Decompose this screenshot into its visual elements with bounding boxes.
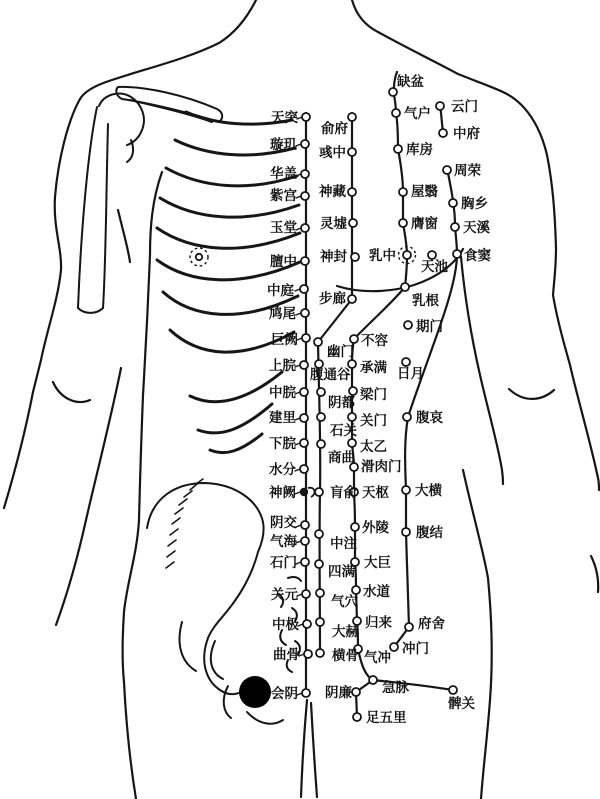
acupoint-label: 髀关 <box>448 696 475 712</box>
acupoint-marker-spleen-1 <box>449 199 457 207</box>
neck-right-line <box>352 0 505 93</box>
pelvis-arc-1 <box>224 686 231 718</box>
acupoint-label: 建里 <box>269 410 296 426</box>
acupoint-label: 石关 <box>330 423 357 439</box>
acupoint-marker-kidney-1 <box>348 148 356 156</box>
pelvis-arc-4 <box>247 712 283 724</box>
acupoint-marker-stomach-16 <box>352 586 360 594</box>
acupoint-marker-ren-mai-17 <box>301 558 309 566</box>
left-torso-edge <box>123 172 163 799</box>
acupoint-marker-stomach-11 <box>348 439 356 447</box>
acupoint-marker-liver-gb-4 <box>353 713 361 721</box>
acupoint-label: 中注 <box>330 536 357 552</box>
acupoint-label: 水道 <box>363 584 390 600</box>
acupoint-label: 紫宫 <box>270 188 297 204</box>
left-forearm-inner <box>56 368 121 625</box>
acupoint-marker-kidney-2 <box>348 188 356 196</box>
neck-left-line <box>219 0 256 43</box>
acupoint-marker-ren-mai-12 <box>300 439 308 447</box>
acupoint-label: 滑肉门 <box>361 459 402 475</box>
meridian-line-spleen <box>394 167 457 647</box>
acupoint-label: 天枢 <box>362 485 389 501</box>
acupoint-marker-kidney-12 <box>315 530 323 538</box>
acupoint-label: 乳中 <box>369 248 396 264</box>
acupoint-label: 商曲 <box>328 450 355 466</box>
humerus-left-edge <box>78 107 97 308</box>
acupoint-marker-kidney-0 <box>348 113 356 121</box>
acupoint-label: 急脉 <box>382 680 409 696</box>
acupoint-marker-kidney-16 <box>316 649 324 657</box>
acupoint-label: 缺盆 <box>397 74 424 90</box>
acupoint-marker-stomach-9 <box>349 387 357 395</box>
acupoint-label: 气海 <box>270 534 297 550</box>
acupoint-label: 阴廉 <box>325 685 352 701</box>
humerus-foot <box>78 308 103 313</box>
acupoint-marker-stomach-0 <box>389 88 397 96</box>
right-arm-outer <box>505 93 599 490</box>
left-armpit-muscle <box>118 210 130 262</box>
acupoint-label: 膻中 <box>270 254 297 270</box>
acupoint-marker-ren-mai-10 <box>300 388 308 396</box>
acupoint-marker-ren-mai-7 <box>301 309 309 317</box>
acupoint-label: 华盖 <box>270 166 297 182</box>
acupoint-marker-kidney-15 <box>316 618 324 626</box>
acupoint-label: 腹通谷 <box>310 367 351 383</box>
acupoint-label: 外陵 <box>362 520 389 536</box>
acupoint-marker-stomach-14 <box>351 523 359 531</box>
acupoint-marker-kidney-6 <box>314 338 322 346</box>
acupoint-label: 神封 <box>320 249 347 265</box>
acupoint-label: 气户 <box>404 106 431 122</box>
acupoint-label: 水分 <box>269 462 296 478</box>
iliac-crest <box>147 483 264 552</box>
acupoint-label: 归来 <box>365 615 392 631</box>
acupoint-label: 步廊 <box>319 291 346 307</box>
acupoint-marker-lung-1 <box>439 129 447 137</box>
femur-head <box>239 676 271 708</box>
acupoint-marker-stomach-3 <box>399 188 407 196</box>
pelvis-inner <box>208 552 258 638</box>
acupoint-marker-stomach-6 <box>401 283 409 291</box>
acupoint-marker-liver-gb-2 <box>369 676 377 684</box>
acupoint-label: 太乙 <box>360 439 387 455</box>
acupoint-marker-ren-mai-3 <box>301 192 309 200</box>
acupoint-label: 屋翳 <box>411 184 438 200</box>
acupoint-marker-stomach-1 <box>392 109 400 117</box>
acupoint-label: 彧中 <box>319 145 346 161</box>
acupoint-label: 胸乡 <box>461 196 488 212</box>
acupoint-marker-stomach-7 <box>350 335 358 343</box>
acupoint-marker-ren-mai-13 <box>300 465 308 473</box>
acupoint-marker-stomach-2 <box>394 145 402 153</box>
acupoint-label: 横骨 <box>332 648 359 664</box>
acupoint-marker-stomach-5 <box>403 251 411 259</box>
acupoint-label: 石门 <box>270 555 297 571</box>
acupoint-marker-kidney-11 <box>315 488 323 496</box>
acupoint-label: 大赫 <box>332 624 359 640</box>
acupoint-marker-kidney-14 <box>316 589 324 597</box>
acupoint-label: 会阴 <box>271 686 298 702</box>
pelvis-arc-3 <box>211 641 223 679</box>
acupoint-marker-spleen-6 <box>402 528 410 536</box>
acupoint-marker-ren-mai-16 <box>301 537 309 545</box>
acupoint-label: 周荣 <box>454 163 481 179</box>
humerus-right-edge <box>103 124 108 308</box>
acupoint-marker-liver-gb-0 <box>404 321 412 329</box>
navel-curl <box>308 488 315 497</box>
acupoint-label: 天池 <box>421 259 448 275</box>
acupoint-label: 关元 <box>271 587 298 603</box>
navel-marker <box>300 488 308 496</box>
acupoint-label: 期门 <box>416 319 443 335</box>
acupoint-label: 腹结 <box>416 525 443 541</box>
left-arm-outer <box>4 99 80 508</box>
acupoint-label: 阴交 <box>270 515 297 531</box>
acupoint-label: 中极 <box>272 617 299 633</box>
acupoint-marker-pericardium-0 <box>428 251 436 259</box>
acupoint-marker-stomach-19 <box>449 686 457 694</box>
body-outline <box>4 0 599 799</box>
acupoint-marker-ren-mai-0 <box>302 113 310 121</box>
acupoint-label: 足五里 <box>366 710 407 726</box>
acupoint-label: 璇玑 <box>270 137 297 153</box>
acupoint-marker-kidney-8 <box>317 388 325 396</box>
acupoint-marker-kidney-4 <box>351 253 359 261</box>
acupoint-marker-ren-mai-11 <box>300 414 308 422</box>
left-trapezius <box>80 43 219 99</box>
acupoint-label: 天突 <box>271 110 298 126</box>
acupoint-marker-ren-mai-8 <box>302 334 310 342</box>
acupoint-label: 巨阙 <box>271 332 298 348</box>
right-hip-leg-edge <box>463 470 492 799</box>
acupoint-marker-ren-mai-20 <box>304 650 312 658</box>
acupoint-label: 食窦 <box>464 248 491 264</box>
acupoint-label: 肓俞 <box>330 485 357 501</box>
acupoint-label: 中脘 <box>269 385 296 401</box>
acupoint-marker-ren-mai-18 <box>302 590 310 598</box>
humerus-head <box>99 94 144 145</box>
acupoint-label: 上脘 <box>269 358 296 374</box>
acupoint-marker-ren-mai-6 <box>300 285 308 293</box>
acupoint-marker-kidney-3 <box>349 219 357 227</box>
acupoint-label: 中府 <box>453 126 480 142</box>
acupoint-label: 四满 <box>328 564 355 580</box>
acupoint-label: 气穴 <box>331 594 358 610</box>
acupoint-label: 灵墟 <box>320 216 347 232</box>
acupoint-marker-spleen-5 <box>402 486 410 494</box>
acupoint-label: 气冲 <box>364 650 391 666</box>
right-elbow-crease <box>509 389 554 399</box>
inner-thigh-left <box>301 700 307 797</box>
acupoint-label: 日月 <box>397 366 424 382</box>
left-nipple-marker <box>190 248 208 266</box>
acupoint-label: 云门 <box>451 99 478 115</box>
acupoint-marker-ren-mai-21 <box>302 689 310 697</box>
acupoint-marker-spleen-2 <box>451 223 459 231</box>
right-hand-hint <box>591 556 598 592</box>
acupoint-marker-stomach-10 <box>348 413 356 421</box>
acupoint-label: 承满 <box>360 360 387 376</box>
acupoint-marker-ren-mai-19 <box>303 620 311 628</box>
acupoint-label: 膺窗 <box>411 216 438 232</box>
acupoint-label: 关门 <box>360 413 387 429</box>
acupoint-marker-liver-gb-1 <box>402 358 410 366</box>
acupoint-label: 冲门 <box>402 641 429 657</box>
acupoint-label: 中庭 <box>267 283 294 299</box>
acupoint-marker-kidney-5 <box>348 295 356 303</box>
left-elbow-crease <box>53 382 90 402</box>
iliac-hatching <box>166 479 203 568</box>
acupoint-label: 曲骨 <box>273 647 300 663</box>
acupoint-marker-kidney-13 <box>315 560 323 568</box>
acupoint-marker-spleen-3 <box>453 250 461 258</box>
acupoint-marker-spleen-4 <box>403 413 411 421</box>
clavicle-bone <box>116 87 222 122</box>
acupoint-label: 俞府 <box>321 121 348 137</box>
acupoint-label: 大巨 <box>364 555 391 571</box>
inner-thigh-right <box>311 703 317 797</box>
acupoint-marker-ren-mai-1 <box>301 140 309 148</box>
acupoint-marker-kidney-10 <box>317 440 325 448</box>
acupoint-label: 玉堂 <box>270 220 297 236</box>
acupoint-label: 神阙 <box>269 485 296 501</box>
acupoint-label: 库房 <box>406 142 433 158</box>
pubic-curl-1 <box>288 577 301 581</box>
acupoint-labels <box>267 73 491 726</box>
acupoint-label: 幽门 <box>327 344 354 360</box>
acupoint-label: 大横 <box>415 483 442 499</box>
acupoint-label: 阴都 <box>328 395 355 411</box>
acupoint-marker-stomach-4 <box>399 219 407 227</box>
acupoint-marker-kidney-9 <box>317 413 325 421</box>
acupoint-label: 府舍 <box>418 616 445 632</box>
acupoint-marker-ren-mai-9 <box>300 361 308 369</box>
right-torso-edge <box>461 257 503 484</box>
pelvis-arc-2 <box>180 622 196 671</box>
acupoint-marker-ren-mai-2 <box>301 170 309 178</box>
acupoint-marker-spleen-0 <box>443 166 451 174</box>
acupoint-label: 下脘 <box>269 436 296 452</box>
acupoint-marker-liver-gb-3 <box>352 688 360 696</box>
acupoint-label: 不容 <box>361 333 388 349</box>
acupoint-marker-ren-mai-4 <box>301 224 309 232</box>
acupoint-marker-ren-mai-15 <box>301 521 309 529</box>
acupoint-label: 天溪 <box>463 220 490 236</box>
acupoint-label: 鸠尾 <box>269 306 296 322</box>
acupoint-label: 乳根 <box>412 293 439 309</box>
acupoint-marker-ren-mai-5 <box>301 257 309 265</box>
acupoint-marker-spleen-7 <box>405 623 413 631</box>
acupoint-marker-spleen-8 <box>390 643 398 651</box>
acupoint-label: 腹哀 <box>416 410 443 426</box>
acupoint-marker-lung-0 <box>436 102 444 110</box>
acupoint-label: 梁门 <box>360 387 387 403</box>
acupoint-label: 神藏 <box>319 184 346 200</box>
